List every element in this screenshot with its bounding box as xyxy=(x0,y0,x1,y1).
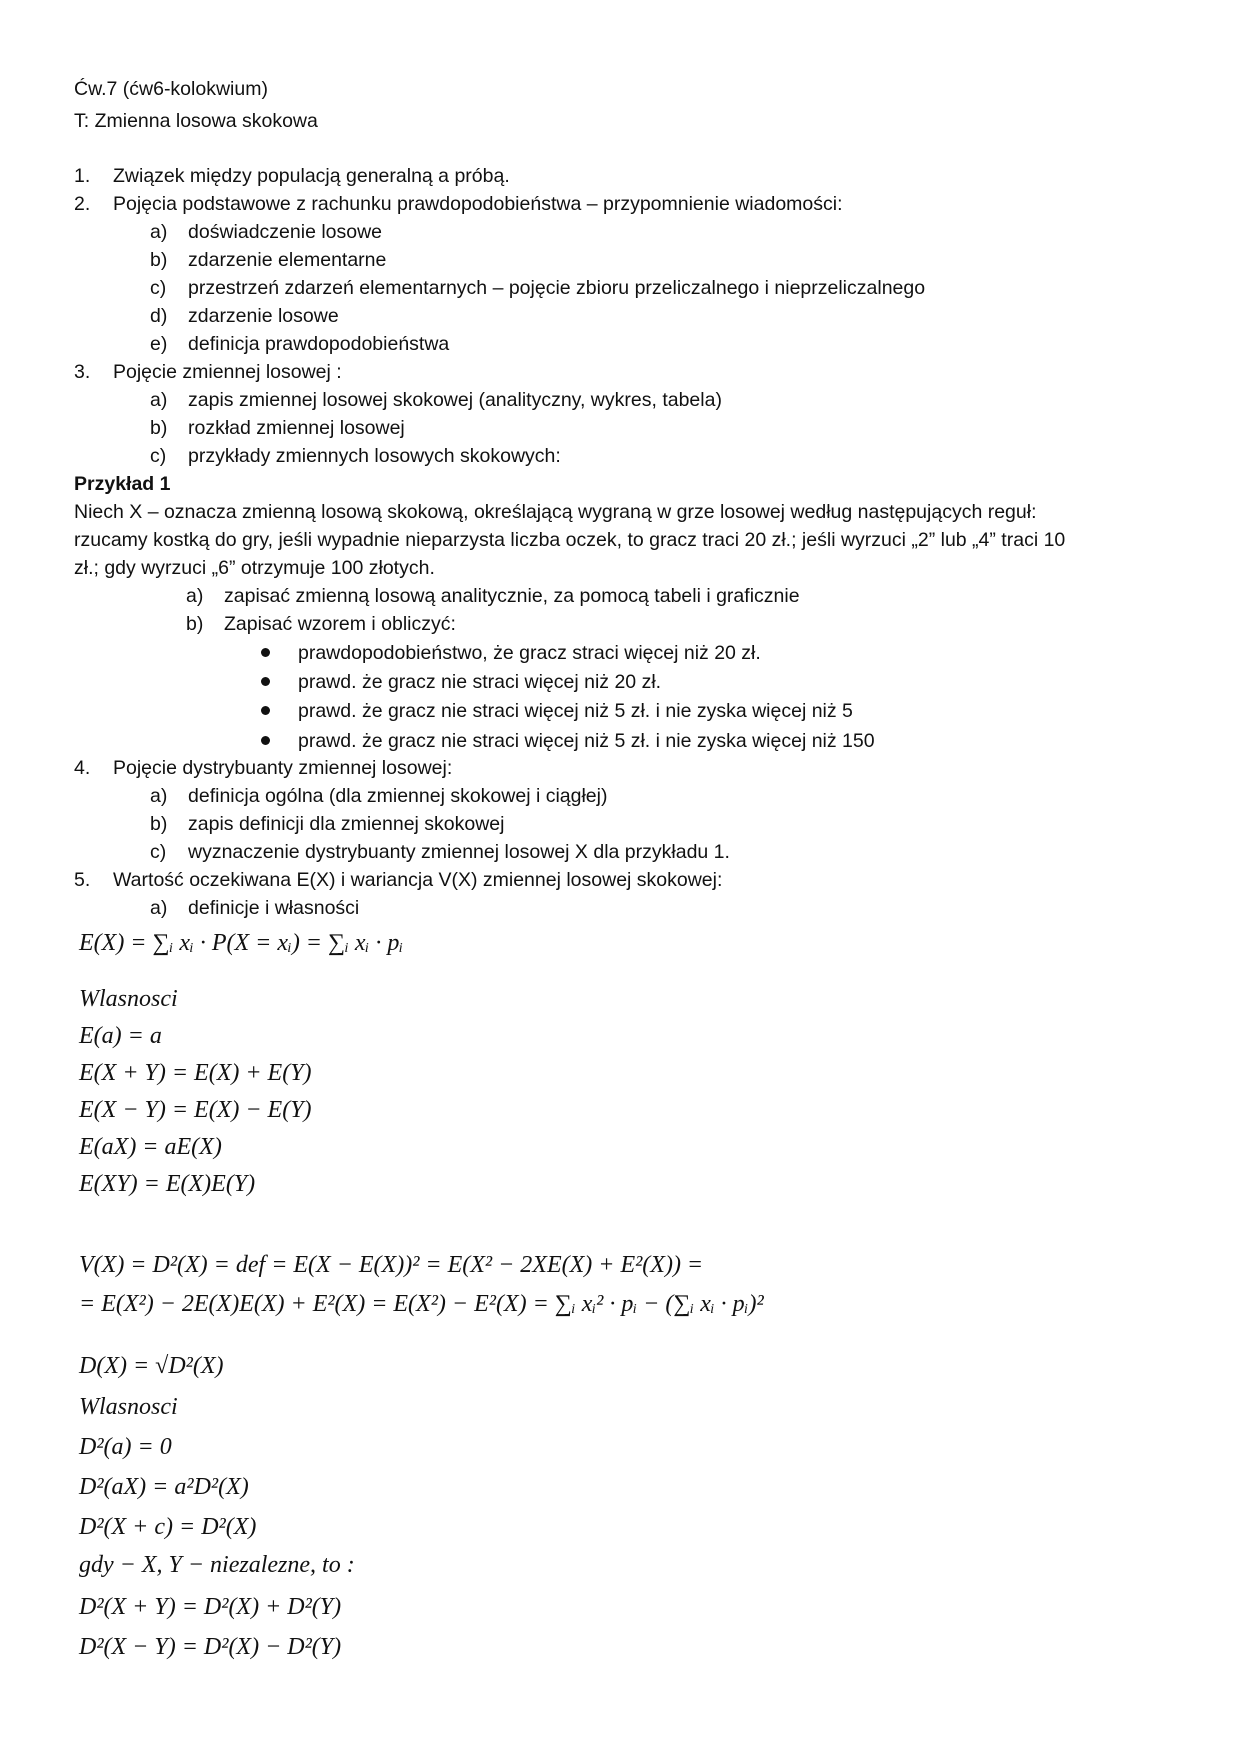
task-text: Zapisać wzorem i obliczyć: xyxy=(224,613,456,635)
sub-item-mark: b) xyxy=(150,417,168,439)
sub-item-text: zdarzenie losowe xyxy=(188,305,339,327)
list-item-number: 5. xyxy=(74,869,91,891)
sub-item-text: przestrzeń zdarzeń elementarnych – pojęcie zbioru przeliczalnego i nieprzeliczalnego xyxy=(188,277,926,299)
variance-property: D²(X + c) = D²(X) xyxy=(79,1514,257,1540)
variance-property: D²(X − Y) = D²(X) − D²(Y) xyxy=(79,1634,342,1660)
sub-item-mark: d) xyxy=(150,305,168,327)
bullet-text: prawd. że gracz nie straci więcej niż 20 zł. xyxy=(298,671,662,693)
sub-item-text: wyznaczenie dystrybuanty zmiennej losowej X dla przykładu 1. xyxy=(188,841,730,863)
variance-property: D²(X + Y) = D²(X) + D²(Y) xyxy=(79,1594,342,1620)
list-item-text: Związek między populacją generalną a próbą. xyxy=(113,165,510,187)
sub-item-mark: a) xyxy=(150,389,168,411)
list-item-number: 1. xyxy=(74,165,91,187)
expected-value-property: E(XY) = E(X)E(Y) xyxy=(79,1171,256,1197)
bullet-icon xyxy=(261,648,270,657)
sub-item-mark: c) xyxy=(150,841,167,863)
sub-item-text: definicja ogólna (dla zmiennej skokowej i ciągłej) xyxy=(188,785,608,807)
sub-item-mark: a) xyxy=(150,785,168,807)
list-item-text: Wartość oczekiwana E(X) i wariancja V(X) zmiennej losowej skokowej: xyxy=(113,869,723,891)
sub-item-mark: c) xyxy=(150,445,167,467)
expected-value-property: E(a) = a xyxy=(79,1023,162,1049)
expected-value-property: E(aX) = aE(X) xyxy=(79,1134,222,1160)
variance-property: D²(a) = 0 xyxy=(79,1434,172,1460)
list-item-number: 2. xyxy=(74,193,91,215)
variance-formula-line: = E(X²) − 2E(X)E(X) + E²(X) = E(X²) − E²(X) = ∑ᵢ xᵢ² · pᵢ − (∑ᵢ xᵢ · pᵢ)² xyxy=(79,1291,764,1317)
list-item-text: Pojęcia podstawowe z rachunku prawdopodobieństwa – przypomnienie wiadomości: xyxy=(113,193,843,215)
sub-item-text: rozkład zmiennej losowej xyxy=(188,417,405,439)
expected-value-property: E(X + Y) = E(X) + E(Y) xyxy=(79,1060,312,1086)
sub-item-text: zapis zmiennej losowej skokowej (analityczny, wykres, tabela) xyxy=(188,389,722,411)
list-item-number: 4. xyxy=(74,757,91,779)
sub-item-text: zapis definicji dla zmiennej skokowej xyxy=(188,813,505,835)
sub-item-mark: e) xyxy=(150,333,168,355)
sub-item-text: definicja prawdopodobieństwa xyxy=(188,333,450,355)
list-item-number: 3. xyxy=(74,361,91,383)
example-paragraph: Niech X – oznacza zmienną losową skokową, określającą wygraną w grze losowej według następujących reguł: xyxy=(74,501,1037,523)
bullet-text: prawd. że gracz nie straci więcej niż 5 zł. i nie zyska więcej niż 5 xyxy=(298,700,853,722)
sub-item-mark: a) xyxy=(150,221,168,243)
sub-item-mark: b) xyxy=(150,249,168,271)
example-paragraph: zł.; gdy wyrzuci „6” otrzymuje 100 złotych. xyxy=(74,557,435,579)
sub-item-mark: b) xyxy=(150,813,168,835)
bullet-icon xyxy=(261,736,270,745)
expected-value-formula: E(X) = ∑ᵢ xᵢ · P(X = xᵢ) = ∑ᵢ xᵢ · pᵢ xyxy=(79,930,404,956)
sub-item-text: definicje i własności xyxy=(188,897,360,919)
sub-item-text: przykłady zmiennych losowych skokowych: xyxy=(188,445,561,467)
list-item-text: Pojęcie dystrybuanty zmiennej losowej: xyxy=(113,757,453,779)
task-mark: a) xyxy=(186,585,204,607)
sub-item-text: doświadczenie losowe xyxy=(188,221,383,243)
variance-formula-line: V(X) = D²(X) = def = E(X − E(X))² = E(X² − 2XE(X) + E²(X)) = xyxy=(79,1252,704,1278)
task-mark: b) xyxy=(186,613,204,635)
exercise-heading: Ćw.7 (ćw6-kolokwium) xyxy=(74,78,268,100)
sub-item-text: zdarzenie elementarne xyxy=(188,249,387,271)
sub-item-mark: a) xyxy=(150,897,168,919)
properties-label: Wlasnosci xyxy=(79,986,178,1012)
topic-heading: T: Zmienna losowa skokowa xyxy=(74,110,318,132)
properties-label: Wlasnosci xyxy=(79,1394,178,1420)
example-paragraph: rzucamy kostką do gry, jeśli wypadnie nieparzysta liczba oczek, to gracz traci 20 zł.; jeśli wyrzuci „2” lub „4” traci 10 xyxy=(74,529,1066,551)
variance-property: D²(aX) = a²D²(X) xyxy=(79,1474,249,1500)
bullet-text: prawdopodobieństwo, że gracz straci więcej niż 20 zł. xyxy=(298,642,761,664)
expected-value-property: E(X − Y) = E(X) − E(Y) xyxy=(79,1097,312,1123)
bullet-text: prawd. że gracz nie straci więcej niż 5 zł. i nie zyska więcej niż 150 xyxy=(298,730,875,752)
task-text: zapisać zmienną losową analitycznie, za pomocą tabeli i graficznie xyxy=(224,585,800,607)
list-item-text: Pojęcie zmiennej losowej : xyxy=(113,361,342,383)
std-deviation-formula: D(X) = √D²(X) xyxy=(79,1353,224,1379)
bullet-icon xyxy=(261,677,270,686)
sub-item-mark: c) xyxy=(150,277,167,299)
example-title: Przykład 1 xyxy=(74,473,171,495)
bullet-icon xyxy=(261,706,270,715)
variance-property: gdy − X, Y − niezalezne, to : xyxy=(79,1552,355,1578)
